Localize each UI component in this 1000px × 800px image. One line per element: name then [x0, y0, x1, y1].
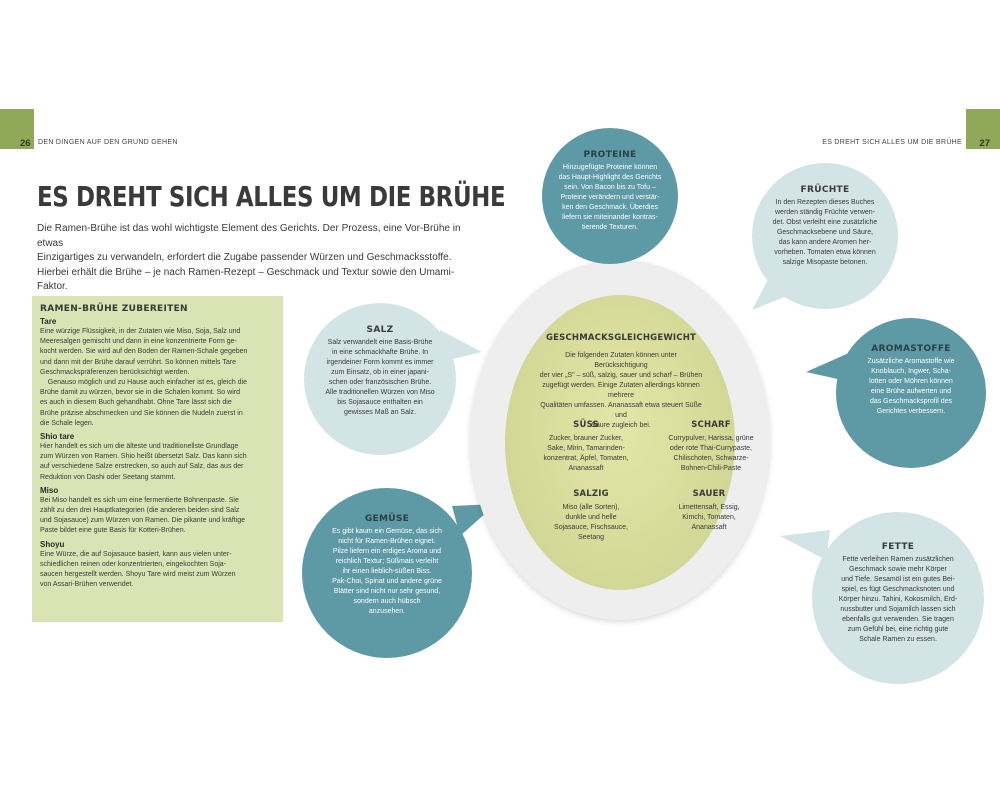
text-line: Eine Würze, die auf Sojasauce basiert, kann aus vielen unter-: [40, 550, 232, 558]
text-line: liefern sie miteinander kontras-: [562, 214, 658, 221]
text-line: zum Gefühl bei, eine richtig gute: [847, 626, 949, 633]
text-line: zählt zu den drei Hauptkategorien (die anderen beiden sind Salz: [40, 507, 240, 515]
page-number-left: 26: [20, 138, 31, 149]
text-line: Säure zugleich bei.: [591, 422, 651, 429]
text-line: es auch in diesem Buch gehandhabt. Ohne Tare lässt sich die: [40, 399, 232, 407]
salzig-title: SALZIG: [573, 489, 609, 499]
text-line: salzige Misopaste betonen.: [782, 259, 868, 266]
section-text-tare: [40, 327, 275, 429]
text-line: Schale Ramen zu essen.: [859, 636, 937, 643]
text-line: zugefügt werden. Einige Zutaten allerdings können mehrere: [542, 382, 700, 399]
text-line: vorheben. Tomaten etwa können: [774, 249, 876, 256]
bubble-title: FRÜCHTE: [800, 185, 850, 195]
text-line: Bei Miso handelt es sich um eine fermentierte Bohnenpaste. Sie: [40, 496, 239, 504]
bubble-text: [542, 163, 678, 233]
text-line: sondern auch hübsch: [353, 598, 421, 605]
text-line: eine Brühe aufwerten und: [870, 388, 952, 395]
bubble-fruechte: [752, 163, 898, 309]
bubble-text: [304, 338, 456, 418]
text-line: Brühe damit zu würzen, bevor sie in die Schalen kommt. So wird: [40, 389, 240, 397]
bubble-title: PROTEINE: [583, 150, 637, 160]
text-line: kocht werden. Sie wird auf den Boden der Ramen-Schale gegeben: [40, 348, 248, 356]
text-line: Die folgenden Zutaten können unter Berücksichtigung: [565, 352, 677, 369]
text-line: Körper hinzu. Tahini, Kokosmilch, Erd-: [838, 596, 958, 603]
text-line: auf verschiedene Salze erstrecken, so auch auf Salz, das aus der: [40, 463, 244, 471]
bubble-title: AROMASTOFFE: [871, 344, 951, 354]
text-line: Es gibt kaum ein Gemüse, das sich: [332, 528, 442, 535]
section-heading-miso: Miso: [40, 485, 59, 495]
section-text-shio: [40, 442, 275, 483]
balance-text: [538, 351, 704, 431]
text-line: der vier „S" – süß, salzig, sauer und scharf – Brühen: [539, 372, 703, 379]
text-line: Proteine verändern und verstär-: [560, 194, 660, 201]
bubble-text: [302, 527, 472, 617]
text-line: und Tiefe. Sesamöl ist ein gutes Bei-: [841, 576, 955, 583]
bubble-fette: [812, 512, 984, 684]
text-line: lotten oder Möhren können: [869, 378, 953, 385]
text-line: anzusehen.: [368, 608, 406, 615]
bubble-title: GEMÜSE: [364, 514, 410, 524]
text-line: Paste bildet eine gute Basis für Kotteri-Brühen.: [40, 527, 186, 535]
sauer-block: [654, 489, 764, 533]
text-line: Qualitäten umfassen. Ananassaft etwa steuert Süße und: [540, 402, 702, 419]
text-line: das kann andere Aromen her-: [778, 239, 872, 246]
text-line: Geschmack sowie mehr Körper: [849, 566, 947, 573]
text-line: Ananassaft: [691, 524, 727, 531]
text-line: Kimchi, Tomaten,: [682, 514, 736, 521]
salzig-block: [536, 489, 646, 543]
bubble-text: [836, 357, 986, 417]
text-line: Brühe präzise abschmecken und Sie können die Nudeln zuerst in: [40, 409, 243, 417]
text-line: Gerichtes verbessern.: [876, 408, 946, 415]
text-line: Eine würzige Flüssigkeit, in der Zutaten wie Miso, Soja, Salz und: [40, 328, 241, 335]
text-line: Sojasauce, Fischsauce,: [554, 524, 628, 531]
box-title: RAMEN-BRÜHE ZUBEREITEN: [40, 304, 188, 314]
text-line: Bohnen-Chili-Paste: [680, 465, 742, 472]
scharf-text: [652, 434, 770, 474]
bubble-title: SALZ: [366, 325, 394, 335]
text-line: oder rote Thai-Currypaste,: [670, 445, 752, 452]
text-line: Geschmackspräferenzen berücksichtigt werden.: [40, 368, 190, 376]
bubble-proteine: [542, 128, 678, 264]
text-line: irgendeiner Form kommt es immer: [326, 359, 434, 366]
text-line: Blätter sind nicht nur sehr gesund,: [333, 588, 441, 595]
text-line: in eine schmackhafte Brühe. In: [331, 349, 429, 356]
intro-line: Hierbei erhält die Brühe – je nach Ramen-Rezept – Geschmack und Textur sowie den Umami-Faktor.: [37, 266, 455, 292]
text-line: bis Sojasauce enthalten ein: [337, 399, 423, 406]
text-line: Salz verwandelt eine Basis-Brühe: [327, 339, 433, 346]
text-line: gewisses Maß an Salz.: [344, 409, 416, 416]
text-line: Hinzugefügte Proteine können: [562, 164, 658, 171]
intro-text: [37, 222, 467, 295]
running-head-left: DEN DINGEN AUF DEN GRUND GEHEN: [38, 139, 178, 146]
text-line: ihr einen lieblich-süßen Biss.: [342, 568, 432, 575]
text-line: Seetang: [577, 534, 605, 541]
sauer-title: SAUER: [692, 489, 726, 499]
text-line: nussbutter und Sojamilch lassen sich: [840, 606, 956, 613]
section-heading-shio: Shio tare: [40, 432, 75, 442]
text-line: spiel, es fügt Geschmacksnoten und: [841, 586, 955, 593]
section-text-shoyu: [40, 550, 275, 591]
salzig-text: [536, 503, 646, 543]
text-line: werden ständig Früchte verwen-: [775, 209, 875, 216]
text-line: tierende Texturen.: [582, 224, 638, 231]
sauer-text: [654, 503, 764, 533]
bubble-gemuese: [302, 488, 472, 658]
text-line: In den Rezepten dieses Buches: [775, 199, 875, 206]
text-line: Zusätzliche Aromastoffe wie: [867, 358, 955, 365]
page-title: ES DREHT SICH ALLES UM DIE BRÜHE: [37, 180, 506, 213]
intro-line: Die Ramen-Brühe ist das wohl wichtigste Element des Gerichts. Der Prozess, eine Vor-Brühe in etwas: [37, 223, 461, 249]
text-line: das Haupt-Highlight des Gerichts: [558, 174, 662, 181]
text-line: und Sojasauce) zum Würzen von Ramen. Die pikante und kräftige: [40, 517, 246, 525]
text-line: Limettensaft, Essig,: [678, 504, 740, 511]
text-line: Chilischoten, Schwarze-: [673, 455, 749, 462]
text-line: konzentrat, Äpfel, Tomaten,: [543, 455, 629, 462]
text-line: Meeresalgen gemischt und dann in eine konzentrierte Form ge-: [40, 338, 237, 346]
section-heading-tare: Tare: [40, 317, 57, 326]
text-line: Genauso möglich und zu Hause auch einfacher ist es, gleich die: [40, 379, 248, 387]
section-heading-shoyu: Shoyu: [40, 539, 65, 549]
page-number-right: 27: [979, 138, 990, 149]
text-line: Miso (alle Sorten),: [562, 504, 620, 511]
text-line: Knoblauch, Ingwer, Scha-: [871, 368, 951, 375]
bubble-aromastoffe: [836, 318, 986, 468]
suess-text: [531, 434, 641, 474]
scharf-block: [652, 420, 770, 474]
suess-title: SÜSS: [573, 420, 599, 430]
text-line: Geschmacksebene und Säure,: [776, 229, 874, 236]
text-line: zum Einsatz, ob in einer japani-: [331, 369, 429, 376]
text-line: die Schale legen.: [40, 419, 94, 427]
text-line: Alle traditionellen Würzen von Miso: [325, 389, 435, 396]
text-line: schen oder französischen Brühe.: [328, 379, 432, 386]
text-line: das Geschmacksprofil des: [869, 398, 953, 405]
suess-block: [531, 420, 641, 474]
scharf-title: SCHARF: [691, 420, 731, 430]
text-line: Pak-Choi, Spinat und andere grüne: [332, 578, 442, 585]
text-line: Hier handelt es sich um die älteste und traditionellste Grundlage: [40, 443, 239, 451]
bubble-salz: [304, 303, 456, 455]
text-line: schiedlichen reinen oder konzentrierten, eingekochten Soja-: [40, 560, 227, 568]
intro-line: Einzigartiges zu verwandeln, erfordert die Zugabe passender Würzen und Geschmacksstoffe.: [37, 252, 452, 263]
text-line: zum Würzen von Ramen. Shio heißt übersetzt Salz. Das kann sich: [40, 453, 247, 461]
text-line: ken den Geschmack. Überdies: [562, 204, 658, 211]
text-line: dunkle und helle: [565, 514, 617, 521]
bubble-text: [752, 198, 898, 268]
section-text-miso: [40, 496, 275, 537]
text-line: Ananassaft: [568, 465, 604, 472]
text-line: Sake, Mirin, Tamarinden-: [547, 445, 625, 452]
text-line: ebenfalls gut verwenden. Sie tragen: [842, 616, 954, 623]
text-line: und dann mit der Brühe darauf verrührt. So können mittels Tare: [40, 358, 236, 366]
text-line: reichlich Textur; Süßmais verleiht: [335, 558, 439, 565]
text-line: sein. Von Bacon bis zu Tofu –: [564, 184, 656, 191]
bubble-title: FETTE: [881, 542, 915, 552]
text-line: saucen hergestellt werden. Shoyu Tare wird meist zum Würzen: [40, 571, 236, 579]
text-line: Pilze liefern ein erdiges Aroma und: [332, 548, 442, 555]
text-line: Currypulver, Harissa, grüne: [668, 435, 754, 442]
text-line: det. Obst verleiht eine zusätzliche: [772, 219, 878, 226]
ramen-broth-box: [32, 296, 283, 622]
text-line: Reduktion von Dashi oder Seetang stammt.: [40, 473, 176, 481]
text-line: nicht für Ramen-Brühen eignet.: [338, 538, 436, 545]
balance-title: GESCHMACKSGLEICHGEWICHT: [545, 333, 697, 343]
balance-block: [538, 333, 704, 431]
bubble-text: [812, 555, 984, 645]
text-line: Zucker, brauner Zucker,: [549, 435, 623, 442]
running-head-right: ES DREHT SICH ALLES UM DIE BRÜHE: [822, 139, 962, 146]
text-line: von Assari-Brühen verwendet.: [40, 581, 134, 589]
text-line: Fette verleihen Ramen zusätzlichen: [842, 556, 954, 563]
